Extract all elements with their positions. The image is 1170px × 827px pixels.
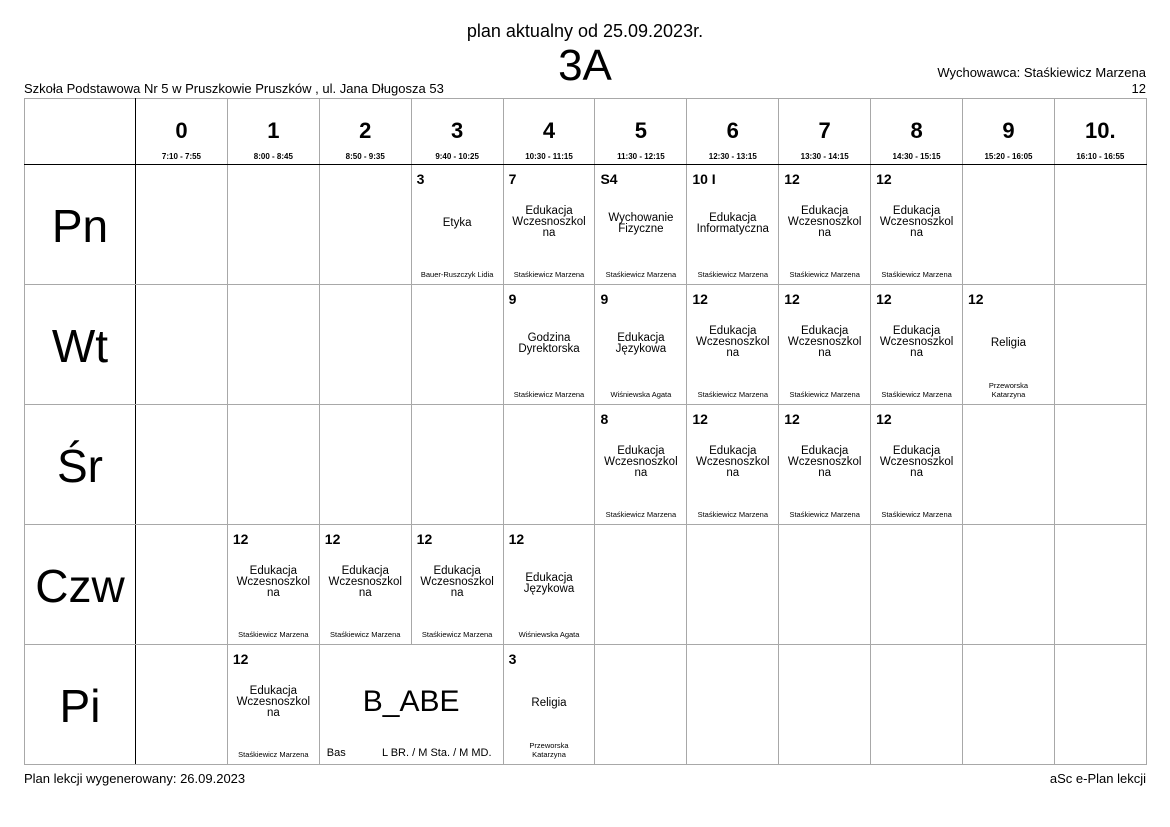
lesson-teacher: Staśkiewicz Marzena [697, 270, 769, 279]
empty-cell [319, 165, 411, 285]
lesson-cell[interactable] [503, 285, 595, 405]
lesson-room: 12 [232, 651, 249, 667]
lesson-cell[interactable] [779, 165, 871, 285]
empty-cell [779, 645, 871, 765]
lesson-teacher: Staśkiewicz Marzena [789, 390, 860, 399]
empty-cell [227, 405, 319, 525]
lesson-subject: Wychowanie Fizyczne [608, 212, 674, 235]
lesson-subject: B_ABE [362, 685, 460, 718]
period-header [687, 99, 779, 165]
period-time: 11:30 - 12:15 [617, 152, 665, 161]
period-number: 8 [910, 118, 923, 143]
empty-cell [779, 525, 871, 645]
empty-cell [871, 525, 963, 645]
empty-cell [1054, 645, 1146, 765]
lesson-room: 9 [600, 291, 609, 307]
lesson-subject: Edukacja Wczesnoszkol na [512, 205, 586, 239]
period-time: 15:20 - 16:05 [984, 152, 1033, 161]
empty-cell [687, 525, 779, 645]
lesson-room: 12 [784, 291, 800, 307]
empty-cell [595, 645, 687, 765]
empty-cell [1054, 165, 1146, 285]
school-name: Szkoła Podstawowa Nr 5 w Pruszkowie Pruszków , ul. Jana Długosza 53 [24, 81, 444, 96]
period-time: 8:50 - 9:35 [345, 152, 385, 161]
lesson-subject: Edukacja Wczesnoszkol na [420, 565, 494, 599]
lesson-teacher: Staśkiewicz Marzena [330, 630, 401, 639]
empty-cell [1054, 285, 1146, 405]
day-row-pi [25, 645, 1147, 765]
class-teacher-room: 12 [1131, 81, 1146, 96]
lesson-subject: Edukacja Wczesnoszkol na [236, 565, 311, 599]
day-row-wt [25, 285, 1147, 405]
day-cell [25, 645, 136, 765]
empty-cell [503, 405, 595, 525]
period-header [227, 99, 319, 165]
period-header [779, 99, 871, 165]
period-number: 3 [450, 118, 464, 143]
day-row-czw [25, 525, 1147, 645]
lesson-cell[interactable] [595, 285, 687, 405]
lesson-room: 8 [600, 411, 609, 427]
lesson-subject: Edukacja Wczesnoszkol na [236, 685, 311, 719]
period-time: 12:30 - 13:15 [708, 152, 757, 161]
day-cell [25, 165, 136, 285]
empty-cell [411, 405, 503, 525]
empty-cell [136, 405, 228, 525]
lesson-cell[interactable] [687, 165, 779, 285]
empty-cell [1054, 525, 1146, 645]
lesson-room: 12 [324, 531, 341, 547]
period-time: 8:00 - 8:45 [253, 152, 293, 161]
class-name: 3A [558, 41, 612, 90]
empty-cell [319, 405, 411, 525]
lesson-teacher: Staśkiewicz Marzena [697, 510, 769, 519]
empty-cell [963, 645, 1055, 765]
lesson-room: 12 [876, 291, 892, 307]
lesson-subject: Edukacja Wczesnoszkol na [787, 325, 862, 359]
day-label: Pi [59, 680, 101, 732]
lesson-cell[interactable] [595, 165, 687, 285]
lesson-room: 12 [692, 411, 708, 427]
empty-cell [595, 525, 687, 645]
lesson-teacher: Staśkiewicz Marzena [789, 510, 860, 519]
lesson-teacher: L BR. / M Sta. / M MD. [381, 747, 492, 759]
period-header [319, 99, 411, 165]
lesson-cell[interactable] [871, 285, 963, 405]
lesson-teacher: Staśkiewicz Marzena [238, 630, 309, 639]
period-number: 2 [359, 118, 372, 143]
lesson-teacher: Bauer-Ruszczyk Lidia [420, 270, 494, 279]
empty-cell [963, 165, 1055, 285]
lesson-room: 12 [876, 171, 892, 187]
day-row-sr [25, 405, 1147, 525]
lesson-subject: Edukacja Wczesnoszkol na [696, 445, 770, 479]
lesson-cell[interactable] [227, 525, 319, 645]
lesson-cell[interactable] [687, 405, 779, 525]
lesson-cell[interactable] [503, 525, 595, 645]
lesson-teacher: Wiśniewska Agata [518, 630, 580, 639]
lesson-cell[interactable] [871, 405, 963, 525]
lesson-subject: Edukacja Wczesnoszkol na [328, 565, 402, 599]
lesson-teacher: Staśkiewicz Marzena [513, 390, 585, 399]
lesson-room: 10 I [692, 171, 716, 187]
period-header [595, 99, 687, 165]
day-cell [25, 405, 136, 525]
day-cell [25, 525, 136, 645]
lesson-subject: Edukacja Wczesnoszkol na [879, 445, 954, 479]
lesson-subject: Edukacja Wczesnoszkol na [879, 325, 954, 359]
period-header [1054, 99, 1146, 165]
period-number: 9 [1002, 118, 1015, 143]
lesson-subject: Etyka [442, 217, 472, 229]
lesson-subject: Religia [990, 337, 1027, 349]
lesson-room: 12 [692, 291, 708, 307]
lesson-subject: Edukacja Językowa [615, 332, 667, 355]
lesson-room: 7 [508, 171, 517, 187]
lesson-room: 12 [784, 411, 800, 427]
lesson-cell[interactable] [319, 525, 411, 645]
lesson-cell-double[interactable] [319, 645, 503, 765]
lesson-room: 12 [232, 531, 249, 547]
lesson-teacher: Wiśniewska Agata [610, 390, 672, 399]
timetable [24, 98, 1147, 765]
day-cell [25, 285, 136, 405]
lesson-room: 12 [416, 531, 433, 547]
lesson-room: 12 [876, 411, 892, 427]
period-number: 5 [634, 118, 648, 143]
empty-cell [136, 525, 228, 645]
period-time: 10:30 - 11:15 [525, 152, 573, 161]
day-label: Śr [57, 440, 103, 492]
class-teacher-name: Wychowawca: Staśkiewicz Marzena [937, 65, 1146, 80]
period-time: 9:40 - 10:25 [435, 152, 479, 161]
class-teacher [937, 65, 1146, 97]
periods-header-row [25, 99, 1147, 165]
lesson-teacher: Staśkiewicz Marzena [605, 270, 677, 279]
lesson-room: S4 [600, 171, 618, 187]
empty-cell [136, 645, 228, 765]
lesson-subject: Edukacja Wczesnoszkol na [787, 445, 862, 479]
empty-cell [411, 285, 503, 405]
period-number: 0 [175, 118, 188, 143]
lesson-subject: Edukacja Wczesnoszkol na [787, 205, 862, 239]
empty-cell [963, 525, 1055, 645]
lesson-teacher: Staśkiewicz Marzena [881, 270, 952, 279]
lesson-teacher: Staśkiewicz Marzena [605, 510, 677, 519]
lesson-subject: Edukacja Wczesnoszkol na [604, 445, 678, 479]
lesson-subject: Godzina Dyrektorska [518, 332, 580, 355]
lesson-room: 9 [508, 291, 517, 307]
lesson-teacher: Staśkiewicz Marzena [881, 510, 952, 519]
lesson-subject: Edukacja Językowa [523, 572, 575, 595]
lesson-room: 3 [508, 651, 517, 667]
empty-cell [963, 405, 1055, 525]
lesson-subject: Edukacja Wczesnoszkol na [879, 205, 954, 239]
period-header [963, 99, 1055, 165]
period-number: 1 [267, 118, 280, 143]
day-label: Czw [35, 560, 125, 612]
lesson-teacher: Staśkiewicz Marzena [238, 750, 309, 759]
period-number: 6 [726, 118, 739, 143]
empty-cell [687, 645, 779, 765]
lesson-subject: Edukacja Wczesnoszkol na [696, 325, 770, 359]
lesson-subject: Edukacja Informatyczna [696, 212, 769, 235]
lesson-room: 12 [784, 171, 800, 187]
lesson-room: Bas [326, 747, 346, 759]
lesson-cell[interactable] [503, 165, 595, 285]
period-time: 13:30 - 14:15 [800, 152, 849, 161]
period-number: 7 [818, 118, 831, 143]
empty-cell [1054, 405, 1146, 525]
period-header [411, 99, 503, 165]
period-number: 4 [542, 118, 556, 143]
empty-cell [136, 285, 228, 405]
empty-cell [227, 285, 319, 405]
period-header [136, 99, 228, 165]
lesson-cell[interactable] [779, 405, 871, 525]
day-row-pn [25, 165, 1147, 285]
lesson-room: 12 [508, 531, 525, 547]
lesson-cell[interactable] [687, 285, 779, 405]
generated-date: Plan lekcji wygenerowany: 26.09.2023 [24, 771, 246, 786]
lesson-teacher: Przeworska Katarzyna [529, 741, 569, 759]
period-time: 16:10 - 16:55 [1076, 152, 1125, 161]
empty-cell [871, 645, 963, 765]
corner-cell [25, 99, 136, 165]
lesson-teacher: Staśkiewicz Marzena [697, 390, 769, 399]
period-header [503, 99, 595, 165]
lesson-cell[interactable] [227, 645, 319, 765]
lesson-teacher: Staśkiewicz Marzena [421, 630, 493, 639]
plan-subtitle: plan aktualny od 25.09.2023r. [466, 21, 704, 41]
lesson-teacher: Staśkiewicz Marzena [881, 390, 952, 399]
lesson-subject: Religia [531, 697, 567, 709]
brand-label: aSc e-Plan lekcji [1049, 771, 1146, 786]
lesson-cell[interactable] [503, 645, 595, 765]
lesson-cell[interactable] [871, 165, 963, 285]
lesson-room: 12 [968, 291, 984, 307]
empty-cell [227, 165, 319, 285]
lesson-room: 3 [416, 171, 425, 187]
empty-cell [319, 285, 411, 405]
day-label: Pn [51, 200, 109, 252]
period-time: 14:30 - 15:15 [892, 152, 941, 161]
lesson-teacher: Staśkiewicz Marzena [789, 270, 860, 279]
period-number: 10. [1085, 118, 1116, 143]
lesson-cell[interactable] [411, 165, 503, 285]
lesson-cell[interactable] [779, 285, 871, 405]
period-time: 7:10 - 7:55 [161, 152, 202, 161]
lesson-teacher: Przeworska Katarzyna [988, 381, 1029, 399]
lesson-teacher: Staśkiewicz Marzena [513, 270, 585, 279]
lesson-cell[interactable] [595, 405, 687, 525]
lesson-cell[interactable] [411, 525, 503, 645]
empty-cell [136, 165, 228, 285]
period-header [871, 99, 963, 165]
day-label: Wt [51, 320, 109, 372]
lesson-cell[interactable] [963, 285, 1055, 405]
